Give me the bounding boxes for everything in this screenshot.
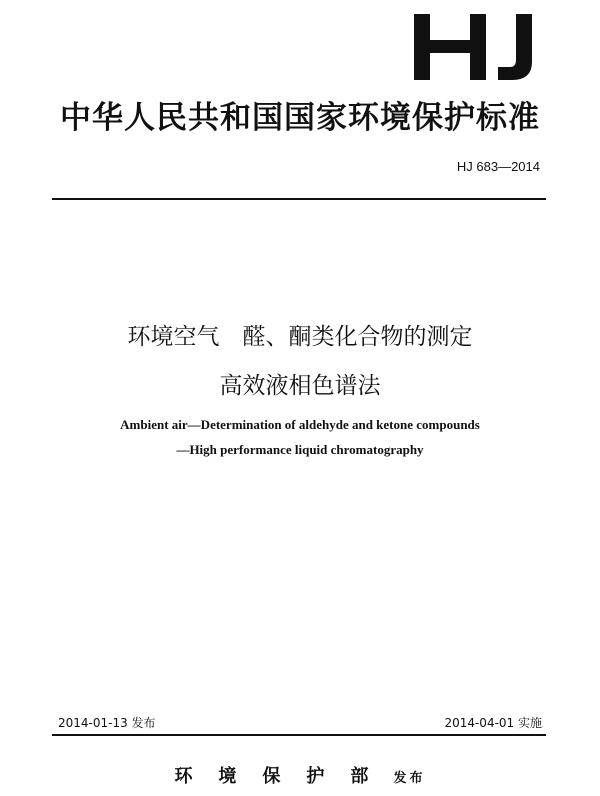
standard-number: HJ 683—2014 [456,159,540,174]
implementation-date: 2014-04-01 实施 [444,716,542,730]
title-chinese-line2: 高效液相色谱法 [219,373,381,399]
logo-h-right-stroke [470,14,486,80]
logo-h-left-stroke [414,14,430,80]
publisher-name: 环境保护部 [174,766,395,787]
hj-logo [412,12,538,82]
logo-j-stroke [498,14,532,80]
issuer-title: 中华人民共和国国家环境保护标准 [60,100,540,136]
title-english-line2: —High performance liquid chromatography [176,442,424,457]
publisher-suffix: 发布 [393,771,426,786]
title-chinese-line1: 环境空气 醛、酮类化合物的测定 [127,324,473,350]
title-english-line1: Ambient air—Determination of aldehyde and ketone compounds [120,417,480,432]
bottom-divider [52,734,546,736]
issue-date: 2014-01-13 发布 [58,716,156,730]
hj-logo-graphic [412,12,538,82]
logo-h-bar [430,40,470,53]
publisher-line [0,762,600,788]
top-divider [52,198,546,200]
